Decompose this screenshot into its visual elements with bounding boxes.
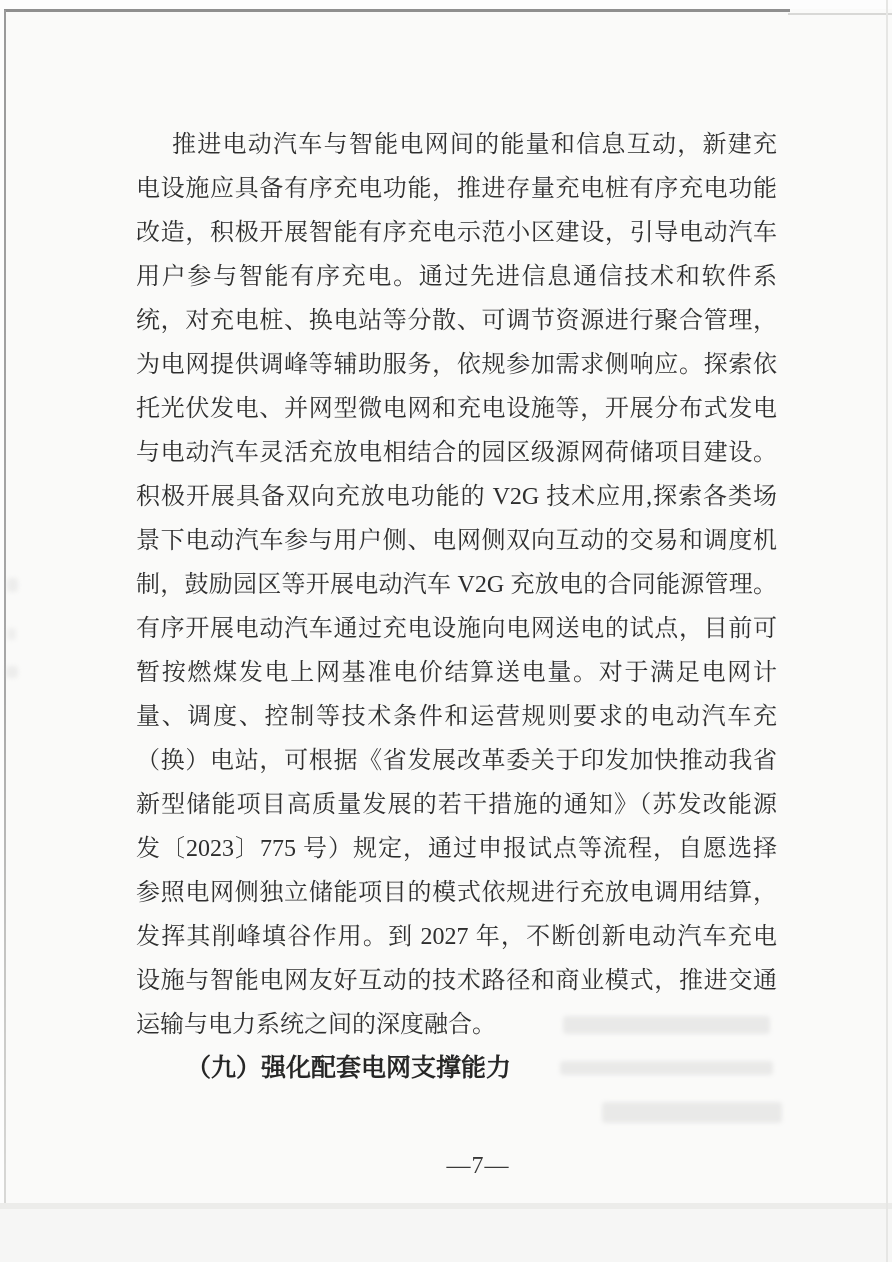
body-line: 运输与电力系统之间的深度融合。 xyxy=(136,1012,496,1038)
section-heading: （九）强化配套电网支撑能力 xyxy=(186,1055,512,1082)
bleed-through-smudge xyxy=(6,666,18,678)
body-line: 景下电动汽车参与用户侧、电网侧双向互动的交易和调度机 xyxy=(136,528,777,554)
body-line: 改造，积极开展智能有序充电示范小区建设，引导电动汽车 xyxy=(136,220,777,246)
body-line: 发挥其削峰填谷作用。到 2027 年，不断创新电动汽车充电 xyxy=(136,924,777,950)
bleed-through-smudge xyxy=(602,1102,782,1123)
body-line: 新型储能项目高质量发展的若干措施的通知》（苏发改能源 xyxy=(136,792,777,818)
body-line: 电设施应具备有序充电功能，推进存量充电桩有序充电功能 xyxy=(136,176,777,202)
bleed-through-smudge xyxy=(7,628,16,640)
scan-artifact-top-margin xyxy=(0,0,892,9)
body-line: 与电动汽车灵活充放电相结合的园区级源网荷储项目建设。 xyxy=(136,440,777,466)
scan-artifact-left-edge-line xyxy=(4,10,6,1250)
scan-artifact-bottom-margin xyxy=(0,1209,892,1262)
scan-artifact-right-edge-line xyxy=(886,0,888,1262)
body-line: 设施与智能电网友好互动的技术路径和商业模式，推进交通 xyxy=(136,968,777,994)
body-line: 推进电动汽车与智能电网间的能量和信息互动，新建充 xyxy=(172,132,777,158)
scan-artifact-top-edge-line xyxy=(0,9,790,12)
body-line: 参照电网侧独立储能项目的模式依规进行充放电调用结算， xyxy=(136,880,777,906)
body-line: 发〔2023〕775 号）规定，通过申报试点等流程，自愿选择 xyxy=(136,836,777,862)
body-line: 有序开展电动汽车通过充电设施向电网送电的试点，目前可 xyxy=(136,616,777,642)
body-line: 制，鼓励园区等开展电动汽车 V2G 充放电的合同能源管理。 xyxy=(136,572,777,598)
bleed-through-smudge xyxy=(7,578,18,592)
body-line: 用户参与智能有序充电。通过先进信息通信技术和软件系 xyxy=(136,264,777,290)
page-number: —7— xyxy=(446,1153,510,1179)
body-line: 统，对充电桩、换电站等分散、可调节资源进行聚合管理， xyxy=(136,308,777,334)
body-line: （换）电站，可根据《省发展改革委关于印发加快推动我省 xyxy=(136,748,777,774)
document-body xyxy=(136,123,777,1091)
body-line: 为电网提供调峰等辅助服务，依规参加需求侧响应。探索依 xyxy=(136,352,777,378)
body-line: 托光伏发电、并网型微电网和充电设施等，开展分布式发电 xyxy=(136,396,777,422)
body-line: 积极开展具备双向充放电功能的 V2G 技术应用,探索各类场 xyxy=(136,484,777,510)
body-line: 暂按燃煤发电上网基准电价结算送电量。对于满足电网计 xyxy=(136,660,777,686)
scan-artifact-top-edge-line-right xyxy=(788,13,892,15)
body-line: 量、调度、控制等技术条件和运营规则要求的电动汽车充 xyxy=(136,704,777,730)
